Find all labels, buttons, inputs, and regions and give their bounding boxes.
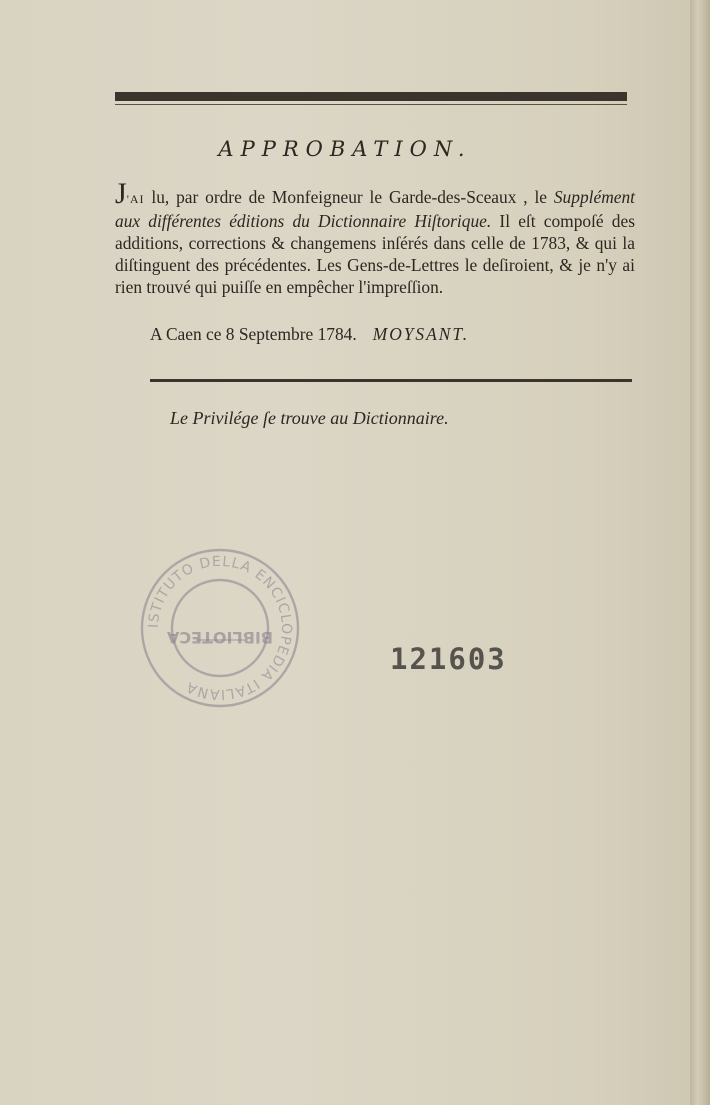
inventory-number: 121603 [390, 642, 507, 676]
approbation-heading: APPROBATION. [218, 137, 472, 161]
censor-signature: MOYSANT. [372, 324, 470, 344]
stamp-ring-text: ISTITUTO DELLA ENCICLOPEDIA ITALIANA [145, 553, 295, 703]
drop-initial: J [115, 177, 127, 210]
top-thin-rule [115, 104, 627, 105]
page-edge [690, 0, 710, 1105]
stamp-center-text: BIBLIOTECA [166, 628, 274, 647]
approval-text-2: Il eſt compoſé des additions, corrections & changemens inſérés dans celle de 1783, & qui la diſtinguent des précédentes. Les Gens-de-Lettres le deſiroient, & je n'y ai rien trouvé qui puiſſe en empêcher l'impreſſion. [115, 211, 635, 297]
approval-text-1: lu, par ordre de Monfeigneur le Garde-des-Sceaux , le [144, 187, 554, 207]
privilege-note: Le Privilége ſe trouve au Dictionnaire. [170, 408, 449, 428]
work-title: Supplément aux différentes éditions du Dictionnaire Hiſtorique. [115, 187, 635, 231]
small-caps-word: 'AI [126, 192, 145, 206]
library-stamp [134, 548, 306, 708]
top-ornamental-rule [115, 92, 627, 101]
middle-rule [150, 379, 632, 382]
date-place: A Caen ce 8 Septembre 1784. [150, 324, 357, 344]
approval-paragraph [115, 177, 635, 298]
date-signature-line [150, 324, 570, 345]
